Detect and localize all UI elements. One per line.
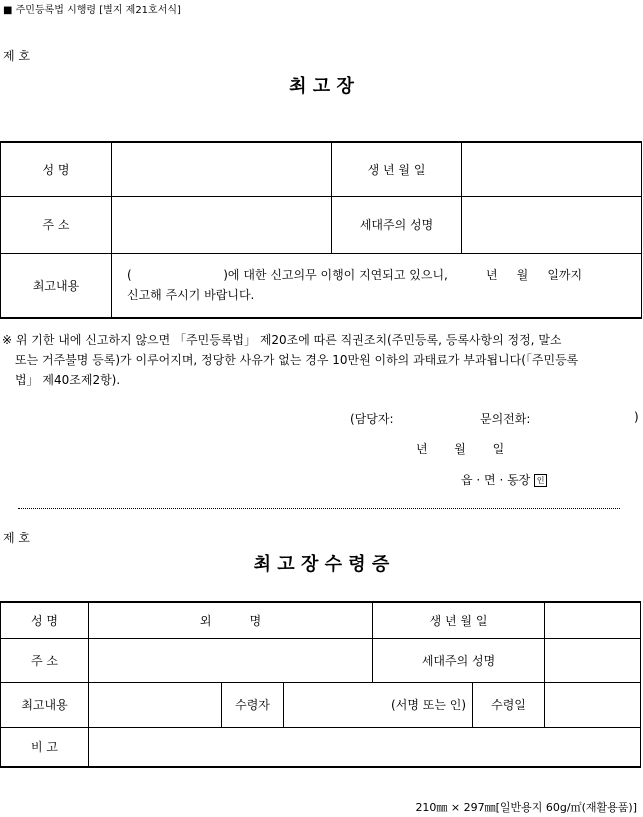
receipt-row-content [1,682,641,727]
notice-number-label: 제 호 [3,49,30,63]
receipt-row-remarks [1,727,641,767]
notice-row-name [1,142,642,196]
receipt-table [0,601,641,768]
receipt-title: 최 고 장 수 령 증 [253,554,390,575]
notice-row-content [1,253,642,318]
receipt-householder-field[interactable] [545,638,641,682]
seal-mark: 인 [534,474,547,487]
notice-title: 최 고 장 [289,76,354,97]
birth-field[interactable] [462,142,642,196]
date-line: 년 월 일 [416,442,505,456]
receipt-address-field[interactable] [89,638,373,682]
receipt-name-field[interactable] [89,602,373,638]
recipient-field[interactable] [284,682,473,727]
recipient-label: 수령자 [222,682,284,727]
notice-row-address [1,196,642,253]
receipt-birth-label: 생 년 월 일 [373,602,545,638]
receipt-name-label: 성 명 [1,602,89,638]
notice-line-2: 또는 거주불명 등록)가 이루어지며, 정당한 사유가 없는 경우 10만원 이하의 과태료가 부과됩니다(「주민등록 [15,353,579,367]
receipt-householder-label: 세대주의 성명 [373,638,545,682]
receipt-content-label: 최고내용 [1,682,89,727]
content-line-2: 신고해 주시기 바랍니다. [127,288,255,303]
content-label: 최고내용 [1,253,112,318]
address-field[interactable] [112,196,332,253]
receipt-number-label: 제 호 [3,531,30,545]
notice-line-3: 법」 제40조제2항). [15,373,121,387]
householder-label: 세대주의 성명 [332,196,462,253]
birth-label: 생 년 월 일 [332,142,462,196]
receipt-address-label: 주 소 [1,638,89,682]
outside-label: 외 명 [199,613,262,628]
penalty-notice [2,330,640,390]
sign-label: (서명 또는 인) [391,698,466,712]
notice-line-1: ※ 위 기한 내에 신고하지 않으면 「주민등록법」 제20조에 따른 직권조치(주민등록, 등록사항의 정정, 말소 [2,333,562,347]
close-paren: ) [634,410,639,424]
remarks-field[interactable] [89,727,641,767]
received-date-label: 수령일 [473,682,545,727]
address-label: 주 소 [1,196,112,253]
receipt-row-address [1,638,641,682]
householder-field[interactable] [462,196,642,253]
form-header: ■ 주민등록법 시행령 [별지 제21호서식] [3,5,181,16]
content-field[interactable] [112,253,642,318]
notice-table [0,141,642,319]
receipt-birth-field[interactable] [545,602,641,638]
received-date-field[interactable] [545,682,641,727]
cut-line [18,508,620,509]
officer-label: (담당자: [350,412,394,426]
remarks-label: 비 고 [1,727,89,767]
name-field[interactable] [112,142,332,196]
issuer-label: 읍 · 면 · 동장 [461,473,531,487]
paper-size-note: 210㎜ × 297㎜[일반용지 60g/㎡(재활용품)] [415,801,637,814]
name-label: 성 명 [1,142,112,196]
content-line-1: ( )에 대한 신고의무 이행이 지연되고 있으니, 년 월 일까지 [127,268,583,283]
phone-label: 문의전화: [480,412,531,426]
receipt-content-field[interactable] [89,682,222,727]
issuer-line [461,471,547,488]
receipt-row-name [1,602,641,638]
